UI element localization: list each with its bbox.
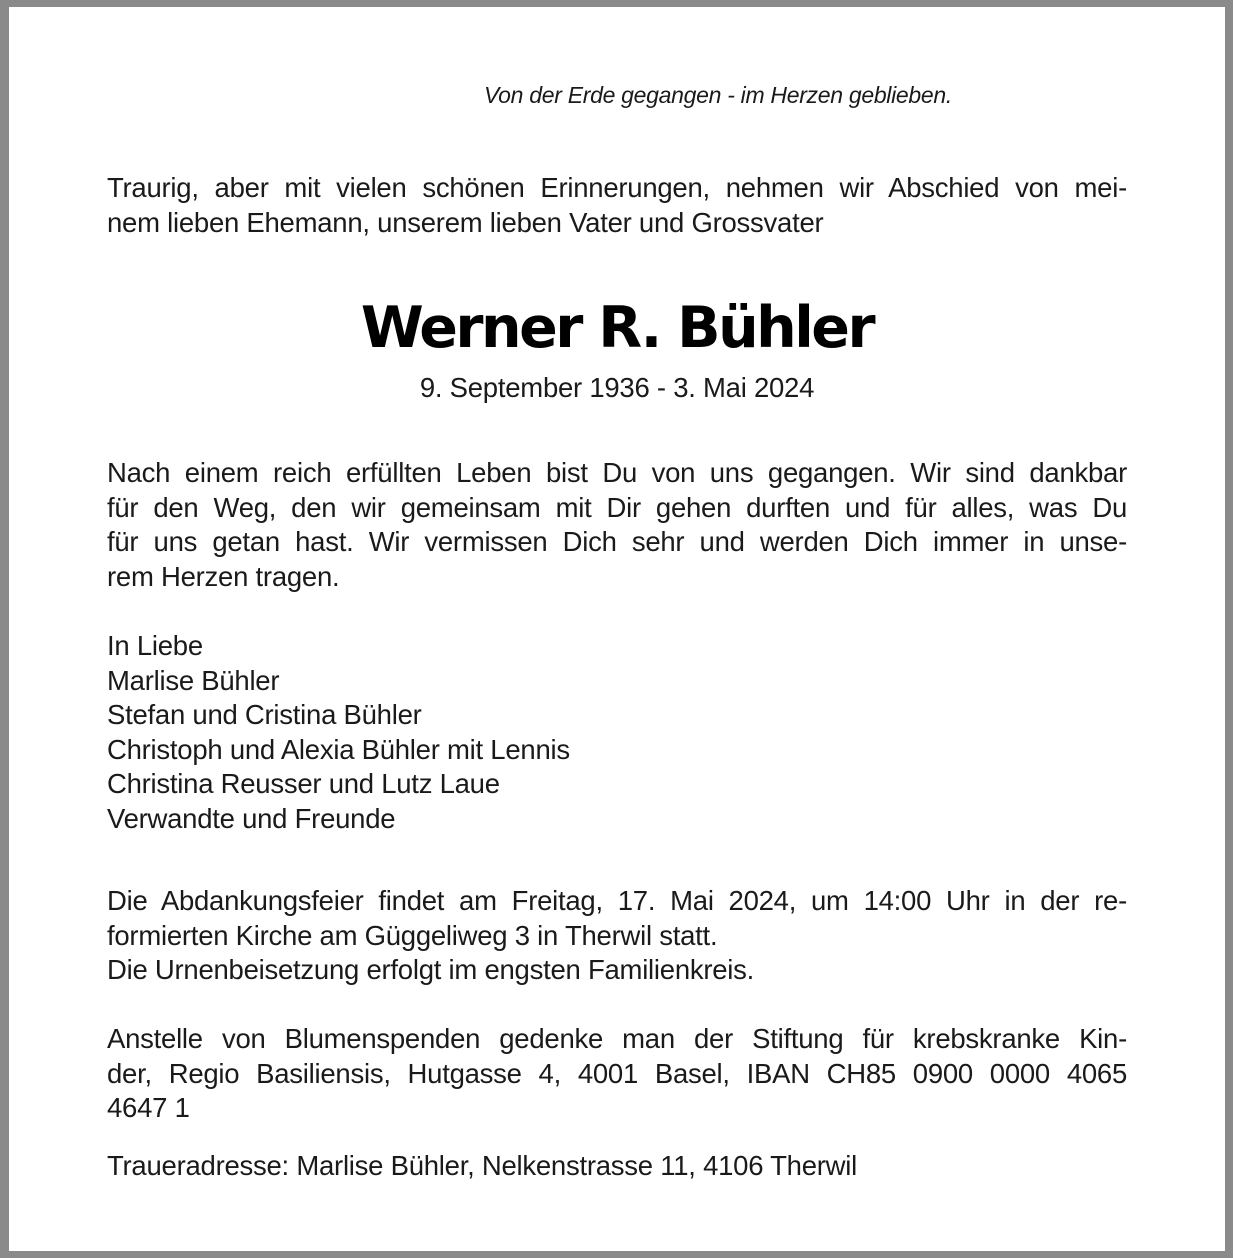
mourners-greeting: In Liebe bbox=[107, 630, 203, 661]
tribute-line: für den Weg, den wir gemeinsam mit Dir gehen durften und für alles, was Du bbox=[107, 491, 1127, 523]
intro-line: nem lieben Ehemann, unserem lieben Vater und Grossvater bbox=[107, 206, 824, 238]
deceased-name: Werner R. Bühler bbox=[360, 295, 874, 361]
tribute-line: für uns getan hast. Wir vermissen Dich sehr und werden Dich immer in unse- bbox=[107, 526, 1127, 557]
mourner-name: Verwandte und Freunde bbox=[107, 802, 396, 834]
donation-line: Anstelle von Blumenspenden gedenke man der Stiftung für krebskranke Kin- bbox=[107, 1023, 1127, 1054]
ceremony-line: formierten Kirche am Güggeliweg 3 in Therwil statt. bbox=[107, 919, 718, 951]
burial-line: Die Urnenbeisetzung erfolgt im engsten Familienkreis. bbox=[107, 954, 755, 985]
ceremony-paragraph bbox=[107, 884, 1127, 988]
intro-paragraph bbox=[107, 171, 1127, 240]
address-line: Traueradresse: Marlise Bühler, Nelkenstrasse 11, 4106 Therwil bbox=[107, 1150, 858, 1181]
mourner-name: Christoph und Alexia Bühler mit Lennis bbox=[107, 733, 570, 765]
donation-line: 4647 1 bbox=[107, 1092, 190, 1123]
ceremony-line: Die Abdankungsfeier findet am Freitag, 17. Mai 2024, um 14:00 Uhr in der re- bbox=[107, 885, 1127, 916]
donation-paragraph bbox=[107, 1022, 1127, 1126]
mourners-list bbox=[107, 629, 570, 836]
mourner-name: Marlise Bühler bbox=[107, 664, 280, 696]
tribute-line: rem Herzen tragen. bbox=[107, 560, 340, 592]
mourner-name: Christina Reusser und Lutz Laue bbox=[107, 768, 500, 799]
intro-line: Traurig, aber mit vielen schönen Erinnerungen, nehmen wir Abschied von mei- bbox=[107, 172, 1127, 203]
mourning-address bbox=[107, 1149, 857, 1184]
mourner-name: Stefan und Cristina Bühler bbox=[107, 699, 422, 730]
tribute-line: Nach einem reich erfüllten Leben bist Du von uns gegangen. Wir sind dankbar bbox=[107, 457, 1127, 488]
motto: Von der Erde gegangen - im Herzen geblieben. bbox=[484, 82, 952, 108]
tribute-paragraph bbox=[107, 456, 1127, 594]
donation-line: der, Regio Basiliensis, Hutgasse 4, 4001 Basel, IBAN CH85 0900 0000 4065 bbox=[107, 1057, 1127, 1089]
life-dates: 9. September 1936 - 3. Mai 2024 bbox=[419, 372, 815, 403]
